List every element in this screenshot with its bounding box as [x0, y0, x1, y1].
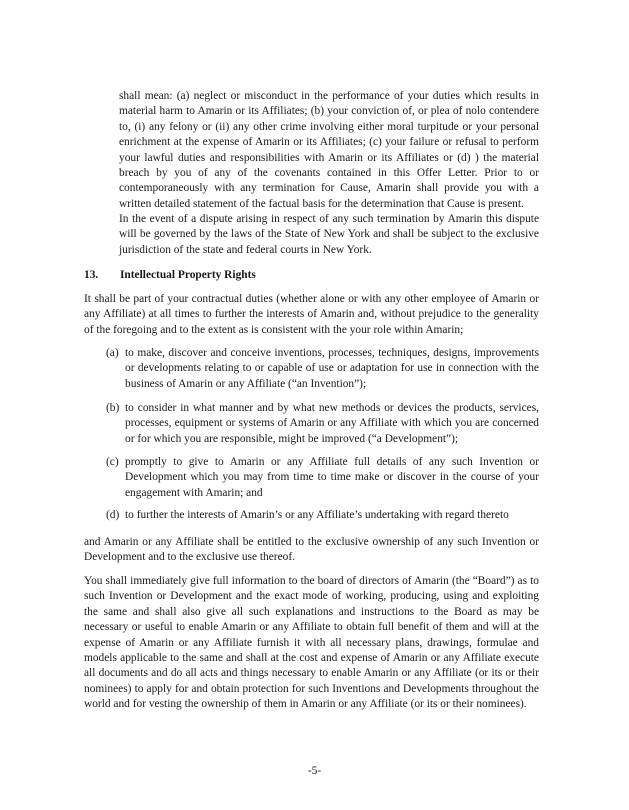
section-title: Intellectual Property Rights	[120, 269, 256, 281]
list-item-marker: (a)	[106, 347, 119, 359]
list-item	[106, 401, 539, 447]
list-item-text: to consider in what manner and by what new methods or devices the products, services, processes, equipment or systems of Amarin or any Affiliate with which you are concerned or for which you are responsible, might be improved (“a Development”);	[125, 402, 539, 445]
cause-definition-paragraph: shall mean: (a) neglect or misconduct in the performance of your duties which results in material harm to Amarin or its Affiliates; (b) your conviction of, or plea of nolo contendere to, (i) any felony or (ii) any other crime involving either moral turpitude or your personal enrichment at the expense of Amarin or its Affiliates; (c) your failure or refusal to perform your lawful duties and responsibilities with Amarin or its Affiliates or (d) ) the material breach by you of any of the covenants contained in this Offer Letter. Prior to or contemporaneously with any termination for Cause, Amarin shall provide you with a written detailed statement of the factual basis for the determination that Cause is present.	[119, 90, 539, 210]
list-item	[106, 508, 539, 523]
list-item-marker: (d)	[106, 509, 120, 521]
list-item	[106, 346, 539, 392]
section-heading	[84, 268, 256, 283]
list-item-marker: (c)	[106, 456, 119, 468]
list-item-text: to further the interests of Amarin’s or any Affiliate’s undertaking with regard thereto	[125, 509, 509, 521]
list-item-marker: (b)	[106, 402, 120, 414]
board-paragraph: You shall immediately give full information to the board of directors of Amarin (the “Board”) as to such Invention or Development and the exact mode of working, producing, using and exploiting the same and shall also give all such explanations and instructions to the Board as may be necessary or useful to enable Amarin or any Affiliate to obtain full benefit of them and will at the expense of Amarin or any Affiliate furnish it with all necessary plans, drawings, formulae and models applicable to the same and shall at the cost and expense of Amarin or any Affiliate execute all documents and do all acts and things necessary to enable Amarin or any Affiliate (or its or their nominees) to apply for and obtain protection for such Inventions and Developments throughout the world and for vesting the ownership of them in Amarin or any Affiliate (or its or their nominees).	[84, 575, 539, 711]
list-item-text: to make, discover and conceive inventions, processes, techniques, designs, improvements or developments relating to or capable of use or adaptation for use in connection with the business of Amarin or any Affiliate (“an Invention”);	[125, 347, 539, 390]
page-number: -5-	[307, 765, 322, 777]
ownership-paragraph: and Amarin or any Affiliate shall be entitled to the exclusive ownership of any such Invention or Development and to the exclusive use thereof.	[84, 536, 539, 564]
intro-paragraph: It shall be part of your contractual duties (whether alone or with any other employee of Amarin or any Affiliate) at all times to further the interests of Amarin and, without prejudice to the generality of the foregoing and to the extent as is consistent with the your role within Amarin;	[84, 293, 539, 336]
dispute-paragraph: In the event of a dispute arising in respect of any such termination by Amarin this dispute will be governed by the laws of the State of New York and shall be subject to the exclusive jurisdiction of the state and federal courts in New York.	[119, 213, 539, 256]
section-number: 13.	[84, 269, 99, 281]
list-item	[106, 455, 539, 501]
list-item-text: promptly to give to Amarin or any Affiliate full details of any such Invention or Development which you may from time to time make or discover in the course of your engagement with Amarin; and	[125, 456, 539, 499]
